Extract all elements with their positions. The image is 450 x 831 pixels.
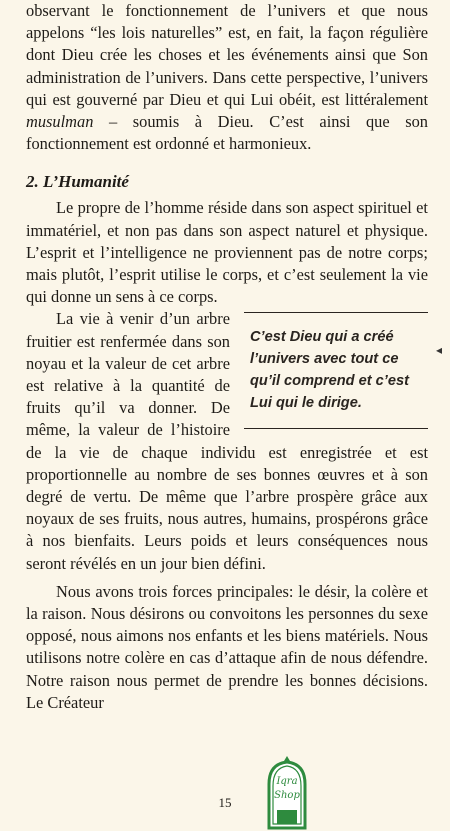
logo-text-bottom: Shop — [274, 790, 300, 801]
page-number: 15 — [218, 795, 232, 810]
paragraph-3: La vie à venir d’un arbre fruitier est renfermée dans son noyau et la valeur de cet arbre est relative à la quantité de fruits qu’il va donner. De même, la valeur de l’histoire de la vie de chaque individu est enregistrée et est proportionnelle au nombre de ses bonnes œuvres et à son degré de vertu. De même que l’arbre prospère grâce aux noyaux de ses fruits, nous autres, humains, prospérons grâce à nos bienfaits. Leurs poids et leurs conséquences nous seront révélés en un jour bien défini. — [26, 309, 428, 573]
logo-text-top: Iqra — [276, 776, 298, 787]
italic-word: musulman — [26, 112, 94, 132]
paragraph-3-block — [26, 308, 428, 574]
pull-quote-text: C’est Dieu qui a créé l’univers avec tout ce qu’il comprend et c’est Lui qui le dirige. — [250, 329, 409, 412]
paragraph-2: Le propre de l’homme réside dans son aspect spirituel et immatériel, et non pas dans son aspect naturel et physique. L’esprit et l’intelligence ne proviennent pas de notre corps; mais plutôt, l’esprit utilise le corps, et c’est seulement la vie qui donne un sens à ce corps. — [26, 198, 428, 307]
page-body — [26, 0, 428, 714]
paragraph-1: observant le fonctionnement de l’univers et que nous appelons “les lois naturelles” est, en fait, la façon régulière dont Dieu crée les choses et les événements ainsi que Son administration de l’univers. Dans cette perspective, l’univers qui est gouverné par Dieu et qui Lui obéit, est littéralement musulman – soumis à Dieu. C’est ainsi que son fonctionnement est ordonné et harmonieux. — [26, 1, 428, 154]
iqra-shop-logo-icon — [263, 754, 311, 830]
pull-quote — [244, 312, 428, 429]
margin-mark-icon: ◂ — [435, 343, 442, 357]
section-heading: 2. L’Humanité — [26, 172, 129, 192]
paragraph-4: Nous avons trois forces principales: le désir, la colère et la raison. Nous désirons ou convoitons les personnes du sexe opposé, nous aimons nos enfants et les biens matériels. Nous utilisons notre colère en cas d’attaque afin de nous défendre. Notre raison nous permet de prendre les bonnes décisions. Le Créateur — [26, 581, 428, 712]
